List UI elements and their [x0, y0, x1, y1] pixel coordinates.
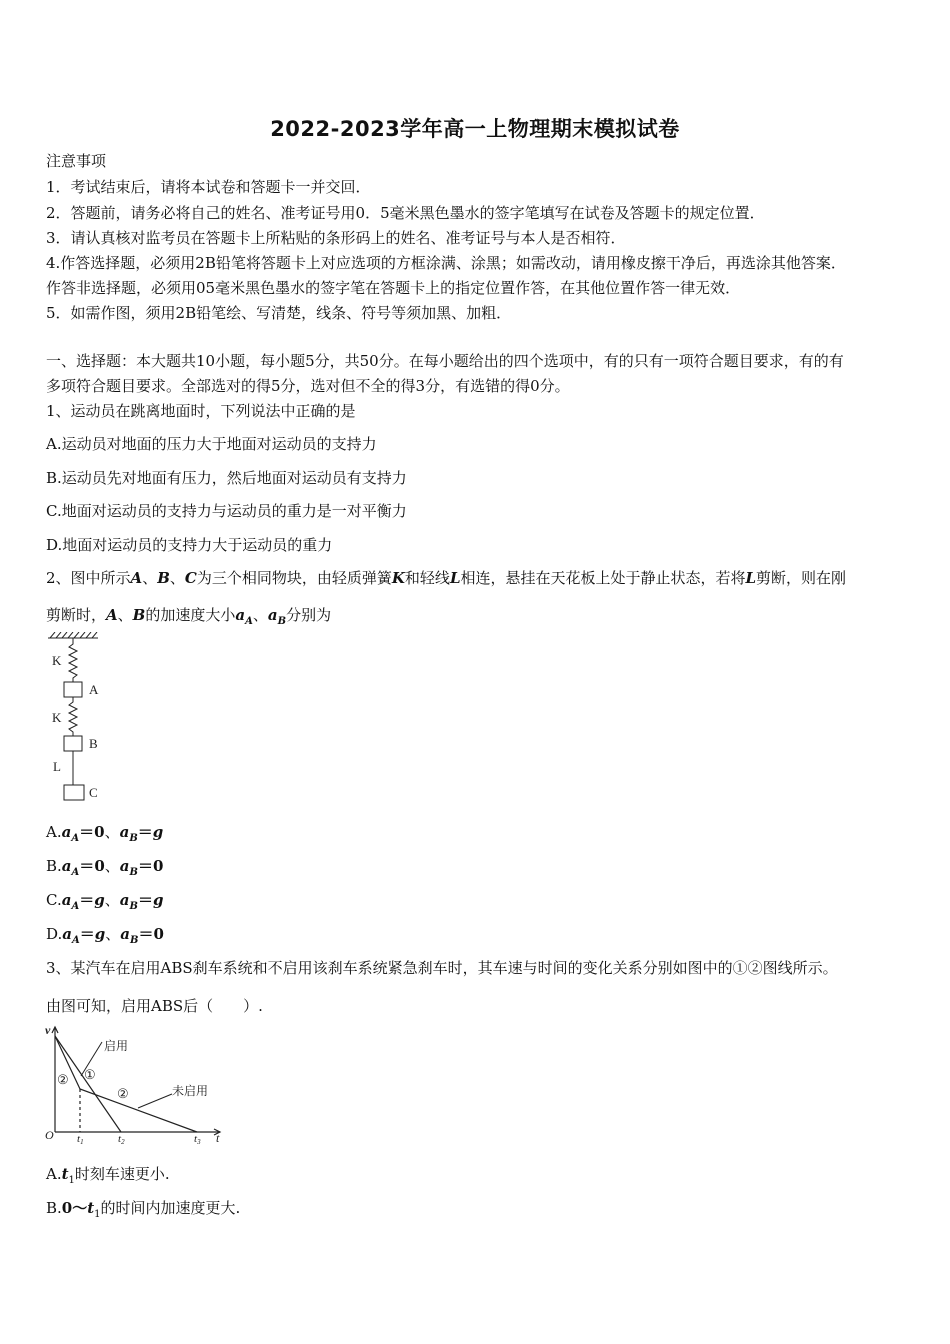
q2-option-d: $D.a_A=g$、$a_B=0$ — [46, 925, 164, 946]
label-disabled: 未启用 — [172, 1084, 209, 1098]
page-title: 2022-2023学年高一上物理期末模拟试卷 — [270, 117, 680, 141]
block-c — [64, 785, 84, 800]
velocity-time-graph — [40, 1022, 230, 1148]
q3-option-b: $B.0\sim t_1$的时间内加速度更大. — [46, 1199, 241, 1220]
label-c: C — [89, 785, 98, 800]
notice-heading: 注意事项 — [46, 152, 107, 170]
block-a — [64, 682, 82, 697]
q2-option-a: $A.a_A=0$、$a_B=g$ — [46, 823, 164, 844]
label-curve-1: ① — [84, 1067, 96, 1082]
section-header-line1: 一、选择题：本大题共10小题，每小题5分，共50分。在每小题给出的四个选项中，有的只有一项符合题目要求，有的有 — [46, 352, 844, 370]
ceiling-hatch — [50, 632, 97, 638]
label-t: t — [216, 1131, 220, 1145]
q1-option-d: D.地面对运动员的支持力大于运动员的重力 — [46, 536, 333, 554]
notice-item-3: 3．请认真核对监考员在答题卡上所粘贴的条形码上的姓名、准考证号与本人是否相符． — [46, 229, 626, 247]
label-enabled: 启用 — [104, 1039, 129, 1053]
q2-stem-line1: 2、图中所示A、B、C为三个相同物块，由轻质弹簧K和轻线L相连，悬挂在天花板上处于静止状态，若将L剪断，则在刚 — [46, 569, 847, 587]
label-k1: K — [52, 653, 62, 668]
label-l: L — [53, 759, 61, 774]
label-curve-2-right: ② — [117, 1086, 129, 1101]
spring-block-diagram — [44, 632, 124, 804]
label-origin: O — [45, 1128, 54, 1142]
label-b: B — [89, 736, 98, 751]
label-t3: t3 — [194, 1133, 201, 1146]
q1-option-a: A.运动员对地面的压力大于地面对运动员的支持力 — [46, 435, 377, 453]
q1-option-c: C.地面对运动员的支持力与运动员的重力是一对平衡力 — [46, 502, 407, 520]
block-b — [64, 736, 82, 751]
q2-option-b: $B.a_A=0$、$a_B=0$ — [46, 857, 164, 878]
q2-option-c: $C.a_A=g$、$a_B=g$ — [46, 891, 164, 912]
q3-stem-line2: 由图可知，启用ABS后（ ）. — [46, 997, 263, 1015]
label-t1: t1 — [77, 1133, 84, 1146]
spring-k2 — [69, 697, 77, 736]
label-v: v — [45, 1023, 51, 1037]
notice-item-4: 4.作答选择题，必须用2B铅笔将答题卡上对应选项的方框涂满、涂黑；如需改动，请用橡皮擦干净后，再选涂其他答案． — [46, 254, 846, 272]
section-header-line2: 多项符合题目要求。全部选对的得5分，选对但不全的得3分，有选错的得0分。 — [46, 377, 570, 395]
label-curve-2-left: ② — [57, 1072, 69, 1087]
notice-item-5: 5．如需作图，须用2B铅笔绘、写清楚，线条、符号等须加黑、加粗． — [46, 304, 512, 322]
notice-item-1: 1．考试结束后，请将本试卷和答题卡一并交回． — [46, 178, 371, 196]
notice-item-2: 2．答题前，请务必将自己的姓名、准考证号用0．5毫米黑色墨水的签字笔填写在试卷及答题卡的规定位置． — [46, 204, 765, 222]
q3-stem-line1: 3、某汽车在启用ABS刹车系统和不启用该刹车系统紧急刹车时，其车速与时间的变化关系分别如图中的①②图线所示。 — [46, 959, 838, 977]
q1-option-b: B.运动员先对地面有压力，然后地面对运动员有支持力 — [46, 469, 407, 487]
q3-option-a: $A.t_1$时刻车速更小. — [46, 1165, 170, 1186]
label-a: A — [89, 682, 99, 697]
label-k2: K — [52, 710, 62, 725]
label-t2: t2 — [118, 1133, 125, 1146]
q2-stem-line2: 剪断时，A、B的加速度大小$a_A$、$a_B$分别为 — [46, 606, 332, 627]
notice-item-4b: 作答非选择题，必须用05毫米黑色墨水的签字笔在答题卡上的指定位置作答，在其他位置作答一律无效． — [46, 279, 741, 297]
spring-k1 — [69, 638, 77, 682]
disabled-pointer — [138, 1094, 172, 1108]
q1-stem: 1、运动员在跳离地面时，下列说法中正确的是 — [46, 402, 356, 420]
